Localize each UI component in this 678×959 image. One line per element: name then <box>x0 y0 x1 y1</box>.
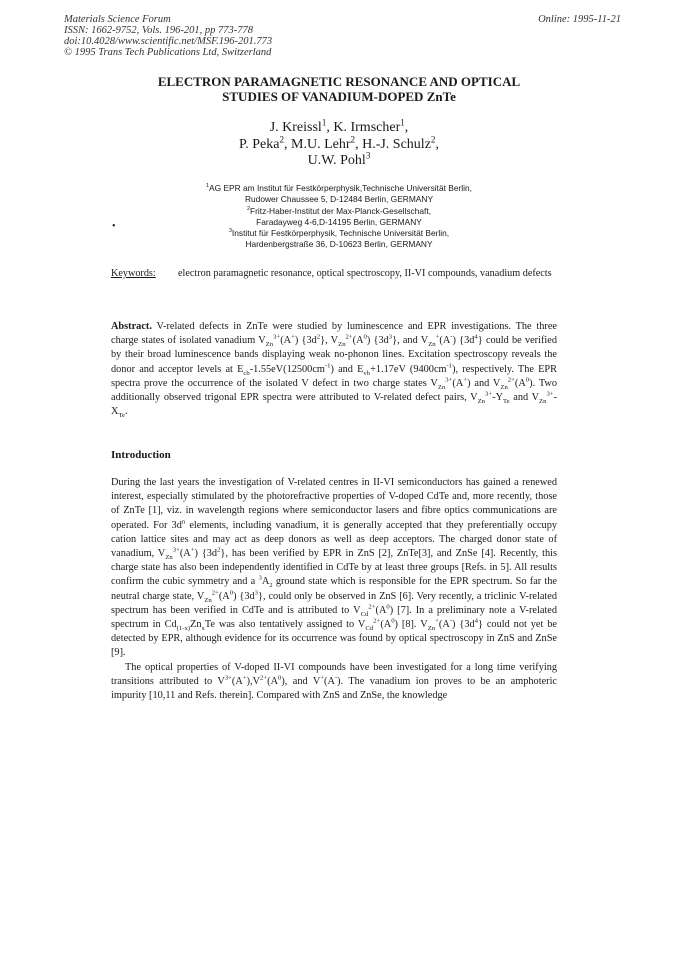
intro-paragraph-2: The optical properties of V-doped II-VI compounds have been investigated for a long time verifying transitions attributed to $V^{3+}(A^+),V^{2+}(A^0)$, and V+(A-). The vanadium ion proves to be an amphoteric impurity [10,11 and Refs. therein]. Compared with ZnS and ZnSe, the knowledge <box>111 662 558 702</box>
affiliation-line: Hardenbergstraße 36, D-10623 Berlin, GERMANY <box>245 239 433 250</box>
author-name: J. Kreissl <box>269 120 322 135</box>
journal-header <box>64 14 272 58</box>
author-name: P. Peka <box>239 136 280 152</box>
affiliation-line: AG EPR am Institut für Festkörperphysik,Technische Universität Berlin, <box>209 183 472 193</box>
title-line-1: ELECTRON PARAMAGNETIC RESONANCE AND OPTICAL <box>157 74 521 89</box>
affiliation-line: Faradayweg 4-6,D-14195 Berlin, GERMANY <box>256 216 422 227</box>
affiliations: $^1$AG EPR am Institut für Festkörperphysik,Technische Universität Berlin, Rudower Chaussee 5, D-12484 Berlin, GERMANY $^2$Fritz-Haber-Institut der Max-Planck-Gesellschaft, Faradayweg 4-6,D-14195 Berlin, GERMANY $^3$Institut für Festkörperphysik, Technische Universität Berlin, Hardenbergstraße 36, D-10623 Berlin, GERMANY <box>60 183 618 251</box>
affiliation-line: Rudower Chaussee 5, D-12484 Berlin, GERMANY <box>244 194 434 205</box>
intro-paragraph-1: During the last years the investigation of V-related centres in II-VI semiconductors has gained a renewed interest, especially stimulated by the photorefractive properties of V-doped CdTe and, more recently, those of ZnTe [1], viz. in wavelength regions where semiconductor lasers and fibre optics communications are operated. For $3d^n$ elements, including vanadium, it is generally accepted that they preferentially occupy cation lattice sites and may act as deep donors as well as deep acceptors. The charged donor state of vanadium, $V_{Zn}^{3+}(A^+)$ $\{3d^2\}$, has been verified by EPR in ZnS [2], ZnTe[3], and ZnSe [4]. Recently, this charge state has also been independently identified in CdTe by at least three groups [Refs. in 5]. All results confirm the cubic symmetry and a $^3A_2$ ground state which is responsible for the EPR spectrum. So far the neutral charge state, $V_{Zn}^{2+}(A^0)$ $\{3d^3\}$, could only be observed in ZnS [6]. Very recently, a triclinic V-related spectrum has been verified in CdTe and is attributed to $V_{Cd}^{2+}(A^0)$ [7]. In a preliminary note a V-related spectrum in $Cd_{(1-x)}Zn_xTe$ was also tentatively assigned to $V_{Cd}^{2+}(A^0)$ [8]. $V_{Zn}^+(A^-)$ $\{3d^4\}$ could not yet be detected by EPR, although evidence for its occurrence was found by optical spectroscopy in ZnS and ZnSe [9]. <box>111 477 558 659</box>
copyright-line: © 1995 Trans Tech Publications Ltd, Switzerland <box>64 47 272 58</box>
author-name: H.-J. Schulz <box>362 136 431 152</box>
affiliation-line: Fritz-Haber-Institut der Max-Planck-Gesellschaft, <box>249 205 432 216</box>
abstract-label: Abstract. <box>111 321 152 332</box>
paper-title <box>60 74 618 104</box>
section-heading: Introduction <box>111 449 171 461</box>
online-date: Online: 1995-11-21 <box>538 14 621 25</box>
abstract: Abstract. V-related defects in ZnTe were studied by luminescence and EPR investigations. The three charge states of isolated vanadium $V_{Zn}^{3+}(A^+)$ $\{3d^2\}$, $V_{Zn}^{2+}(A^0)$ $\{3d^3\}$, and $V_{Zn}^+(A^-)$ $\{3d^4\}$ could be verified by their broad luminescence bands displaying weak no-phonon lines. Excitation spectroscopy reveals the donor and acceptor levels at $E_{cb}-1.55eV(12500cm^{-1})$ and $E_{vb}+1.17eV$ $(9400cm^{-1})$, respectively. The EPR spectra prove the occurrence of the isolated V defect in two charge states $V_{Zn}^{3+}(A^+)$ and $V_{Zn}^{2+}(A^0)$. Two additionally observed trigonal EPR spectra were attributed to V-related defect pairs, $V_{Zn}^{3+}-Y_{Te}$ and $V_{Zn}^{3+}-X_{Te}$. <box>111 321 558 420</box>
doi-line: doi:10.4028/www.scientific.net/MSF.196-201.773 <box>64 36 273 47</box>
author-list: J. Kreissl$^1$, K. Irmscher$^1$, P. Peka$^2$, M.U. Lehr$^2$, H.-J. Schulz$^2$, U.W. Pohl$^3$ <box>239 117 439 168</box>
affiliation-line: Institut für Festkörperphysik, Technische Universität Berlin, <box>231 228 450 239</box>
keywords-text: electron paramagnetic resonance, optical spectroscopy, II-VI compounds, vanadium defects <box>178 268 552 279</box>
journal-name: Materials Science Forum <box>64 14 171 25</box>
title-line-2: STUDIES OF VANADIUM-DOPED ZnTe <box>222 89 456 104</box>
author-name: M.U. Lehr <box>291 136 351 152</box>
issn-line: ISSN: 1662-9752, Vols. 196-201, pp 773-778 <box>64 25 253 36</box>
author-name: U.W. Pohl <box>307 153 366 168</box>
author-name: K. Irmscher <box>333 120 401 135</box>
stray-mark: • <box>112 221 116 232</box>
keywords-label: Keywords: <box>111 268 156 279</box>
